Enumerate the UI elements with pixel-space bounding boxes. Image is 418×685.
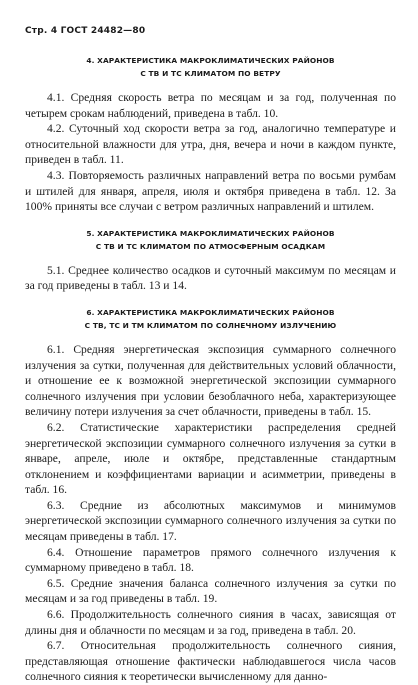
section-6-title-line2: С ТВ, ТС И ТМ КЛИМАТОМ ПО СОЛНЕЧНОМУ ИЗЛУЧЕНИЮ	[84, 320, 337, 330]
section-6-title-line1: 6. ХАРАКТЕРИСТИКА МАКРОКЛИМАТИЧЕСКИХ РАЙОНОВ	[86, 307, 335, 317]
page-header: Стр. 4 ГОСТ 24482—80	[25, 26, 146, 36]
paragraph-6-4: 6.4. Отношение параметров прямого солнечного излучения к суммарному приведено в табл. 18.	[25, 545, 396, 575]
paragraph-6-2: 6.2. Статистические характеристики распределения средней энергетической экспозиции суммарного солнечного излучения за сутки в январе, апреле, июле и октябре, представленные стандартным отклонением и коэффициентами вариации и асимметрии, приведены в табл. 16.	[25, 420, 396, 497]
section-4-title-line2: С ТВ И ТС КЛИМАТОМ ПО ВЕТРУ	[140, 69, 281, 78]
paragraph-6-7: 6.7. Относительная продолжительность солнечного сияния, представляющая отношение фактически наблюдавшегося числа часов солнечного сияния к теоретически вычисленному для данно-	[25, 639, 396, 684]
paragraph-4-1: 4.1. Средняя скорость ветра по месяцам и за год, полученная по четырем срокам наблюдений, приведена в табл. 10.	[25, 91, 396, 120]
paragraph-6-5: 6.5. Средние значения баланса солнечного излучения за сутки по месяцам и за год приведены в табл. 19.	[25, 576, 396, 606]
section-4-title-line1: 4. ХАРАКТЕРИСТИКА МАКРОКЛИМАТИЧЕСКИХ РАЙОНОВ	[86, 56, 335, 65]
section-4-title	[25, 54, 396, 80]
section-6-title	[25, 306, 396, 332]
section-5-title-line2: С ТВ И ТС КЛИМАТОМ ПО АТМОСФЕРНЫМ ОСАДКАМ	[95, 241, 326, 251]
paragraph-4-3: 4.3. Повторяемость различных направлений ветра по восьми румбам и штилей для января, апреля, июля и октября приведена в табл. 12. За 100% приняты все случаи с ветром различных направлений и штилем.	[25, 168, 396, 214]
paragraph-4-2: 4.2. Суточный ход скорости ветра за год, аналогично температуре и относительной влажности для утра, дня, вечера и ночи в каждом пункте, приведен в табл. 11.	[25, 122, 396, 167]
paragraph-6-6: 6.6. Продолжительность солнечного сияния в часах, зависящая от длины дня и облачности по месяцам и за год, приведена в табл. 20.	[25, 608, 396, 637]
section-5-title	[25, 227, 396, 253]
section-5-title-line1: 5. ХАРАКТЕРИСТИКА МАКРОКЛИМАТИЧЕСКИХ РАЙОНОВ	[86, 228, 335, 238]
paragraph-5-1: 5.1. Среднее количество осадков и суточный максимум по месяцам и за год приведены в табл. 13 и 14.	[25, 263, 396, 293]
paragraph-6-3: 6.3. Средние из абсолютных максимумов и минимумов энергетической экспозиции суммарного солнечного излучения за сутки по месяцам приведены в табл. 17.	[25, 498, 396, 544]
paragraph-6-1: 6.1. Средняя энергетическая экспозиция суммарного солнечного излучения за сутки, полученная для действительных условий облачности, и отношение ее к возможной энергетической экспозиции суммарного солнечного излучения при условии безоблачного неба, характеризующее величину потери излучения за счет облачности, приведены в табл. 15.	[25, 342, 396, 419]
